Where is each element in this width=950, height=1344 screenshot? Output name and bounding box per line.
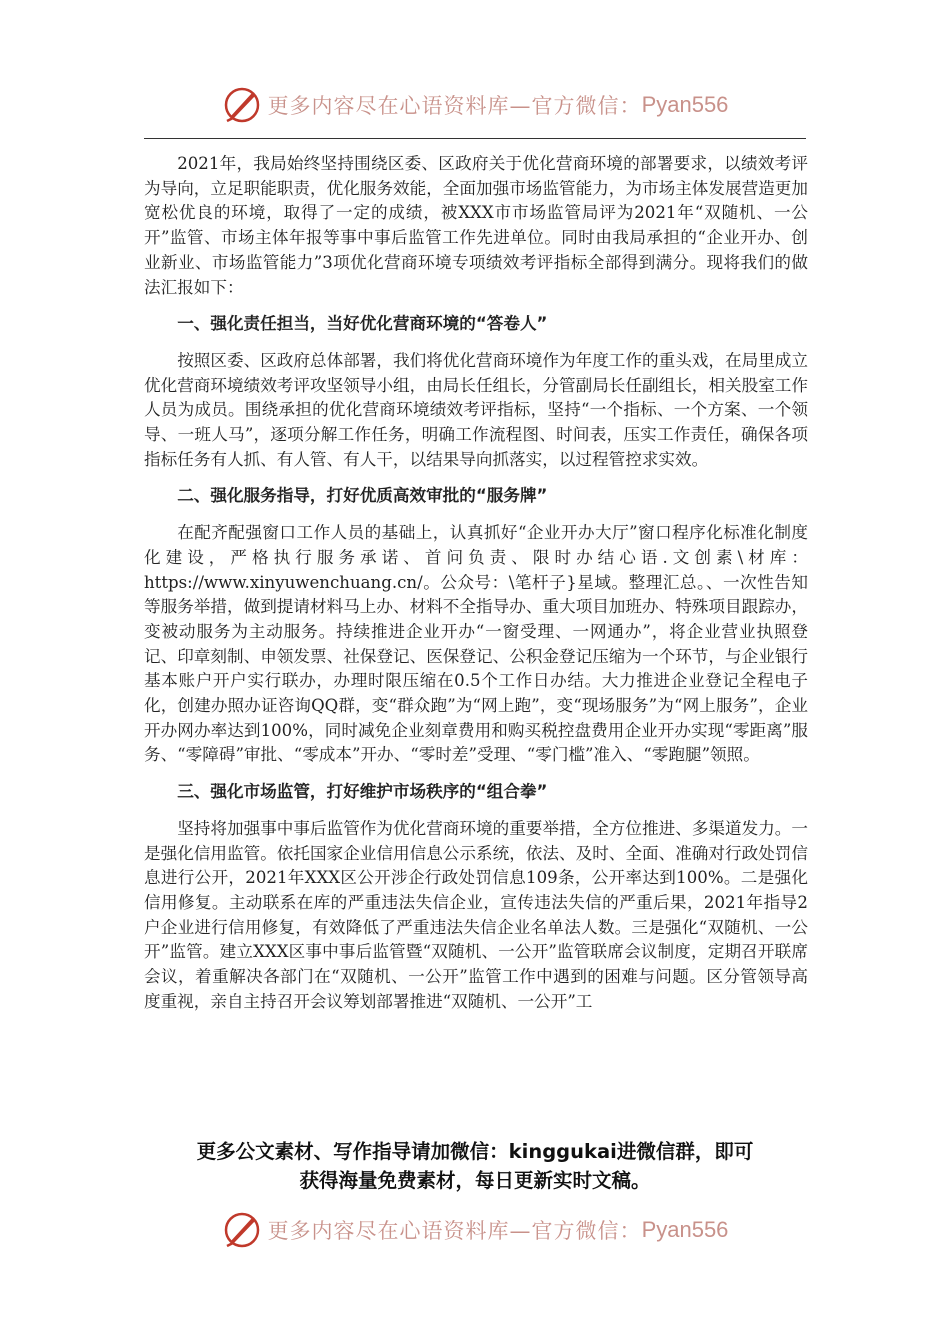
header-banner xyxy=(0,85,950,125)
document-body xyxy=(144,152,808,1015)
banner-text: 更多内容尽在心语资料库—官方微信： xyxy=(267,94,642,118)
wechat-id: Pyan556 xyxy=(641,1217,729,1242)
header-rule xyxy=(144,138,806,139)
wechat-id: Pyan556 xyxy=(641,92,729,117)
intro-paragraph: 2021年，我局始终坚持围绕区委、区政府关于优化营商环境的部署要求，以绩效考评为导向，立足职能职责，优化服务效能，全面加强市场监管能力，为市场主体发展营造更加宽松优良的环境，取得了一定的成绩，被XXX市市场监管局评为2021年“双随机、一公开”监管、市场主体年报等事中事后监管工作先进单位。同时由我局承担的“企业开办、创业新业、市场监管能力”3项优化营商环境专项绩效考评指标全部得到满分。现将我们的做法汇报如下： xyxy=(144,154,808,297)
section-1-paragraph: 按照区委、区政府总体部署，我们将优化营商环境作为年度工作的重头戏，在局里成立优化营商环境绩效考评攻坚领导小组，由局长任组长，分管副局长任副组长，相关股室工作人员为成员。围绕承担的优化营商环境绩效考评指标，坚持“一个指标、一个方案、一个领导、一班人马”，逐项分解工作任务，明确工作流程图、时间表，压实工作责任，确保各项指标任务有人抓、有人管、有人干，以结果导向抓落实，以过程管控求实效。 xyxy=(144,350,808,469)
section-2-paragraph: 在配齐配强窗口工作人员的基础上，认真抓好“企业开办大厅”窗口程序化标准化制度化建设，严格执行服务承诺、首问负责、限时办结心语.文创素\材库：https://www.xinyuwenchuang.cn/。公众号：\笔杆子}星域。整理汇总。、一次性告知等服务举措，做到提请材料马上办、材料不全指导办、重大项目加班办、特殊项目跟踪办，变被动服务为主动服务。持续推进企业开办“一窗受理、一网通办”，将企业营业执照登记、印章刻制、申领发票、社保登记、医保登记、公积金登记压缩为一个环节，与企业银行基本账户开户实行联办，办理时限压缩在0.5个工作日办结。大力推进企业登记全程电子化，创建办照办证咨询QQ群，变“群众跑”为“网上跑”，变“现场服务”为“网上服务”，企业开办网办率达到100%，同时减免企业刻章费用和购买税控盘费用企业开办实现“零距离”服务、“零障碍”审批、“零成本”开办、“零时差”受理、“零门槛”准入、“零跑腿”领照。 xyxy=(144,523,808,765)
quill-logo-icon xyxy=(222,85,262,125)
section-heading-1: 一、强化责任担当，当好优化营商环境的“答卷人” xyxy=(177,314,548,334)
banner-text: 更多内容尽在心语资料库—官方微信： xyxy=(267,1219,642,1243)
section-heading-3: 三、强化市场监管，打好维护市场秩序的“组合拳” xyxy=(177,782,548,802)
promo-text xyxy=(120,1137,830,1195)
section-heading-2: 二、强化服务指导，打好优质高效审批的“服务牌” xyxy=(177,486,548,506)
promo-line-2: 获得海量免费素材，每日更新实时文稿。 xyxy=(299,1169,651,1192)
promo-line-1: 更多公文素材、写作指导请加微信：kinggukai进微信群，即可 xyxy=(196,1140,754,1163)
footer-banner xyxy=(0,1210,950,1250)
section-3-paragraph: 坚持将加强事中事后监管作为优化营商环境的重要举措，全方位推进、多渠道发力。一是强化信用监管。依托国家企业信用信息公示系统，依法、及时、全面、准确对行政处罚信息进行公开，2021年XXX区公开涉企行政处罚信息109条，公开率达到100%。二是强化信用修复。主动联系在库的严重违法失信企业，宣传违法失信的严重后果，2021年指导2户企业进行信用修复，有效降低了严重违法失信企业名单法人数。三是强化“双随机、一公开”监管。建立XXX区事中事后监管暨“双随机、一公开”监管联席会议制度，定期召开联席会议，着重解决各部门在“双随机、一公开”监管工作中遇到的困难与问题。区分管领导高度重视，亲自主持召开会议筹划部署推进“双随机、一公开”工 xyxy=(144,818,808,1011)
quill-logo-icon xyxy=(222,1210,262,1250)
